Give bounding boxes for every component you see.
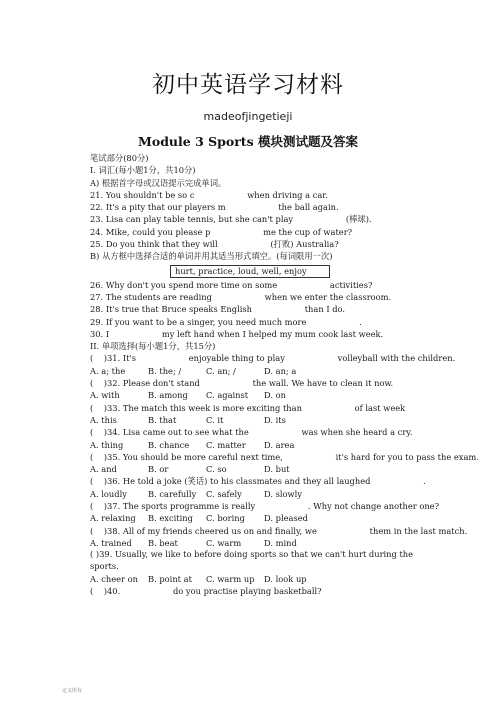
question-37-stem: ( )37. The sports programme is really . Why not change another one?: [90, 501, 440, 512]
option: A. cheer on: [90, 574, 139, 584]
option: A. with: [90, 390, 120, 401]
module-title: Module 3 Sports 模块测试题及答案: [138, 134, 358, 149]
page-footer: 定义所有: [62, 688, 83, 694]
option: A. a; the: [90, 365, 126, 376]
question-37-options: [90, 512, 420, 524]
question-23: 23. Lisa can play table tennis, but she can't play (棒球).: [90, 214, 372, 225]
written-section-heading: 笔试部分(80分): [90, 153, 149, 163]
option: D. on: [264, 390, 286, 401]
option: B. or: [148, 464, 169, 475]
part1-heading: I. 词汇(每小题1分，共10分): [90, 165, 196, 176]
question-30: 30. I my left hand when I helped my mum cook last week.: [90, 328, 384, 339]
question-38-options: [90, 537, 420, 549]
question-33-stem: ( )33. The match this week is more exciting than of last week: [90, 402, 406, 413]
question-24: 24. Mike, could you please p me the cup of water?: [90, 226, 353, 237]
question-32-stem: ( )32. Please don't stand the wall. We have to clean it now.: [90, 378, 394, 389]
option: B. exciting: [148, 513, 193, 524]
option: D. mind: [264, 537, 297, 548]
option: B. among: [148, 390, 188, 401]
option: D. but: [264, 464, 290, 475]
option: C. against: [206, 390, 249, 401]
option: D. slowly: [264, 488, 302, 499]
question-36-stem: ( )36. He told a joke (笑话) to his classmates and they all laughed .: [90, 476, 426, 487]
question-32-options: [90, 389, 420, 401]
option: C. safely: [206, 488, 242, 499]
question-28: 28. It's true that Bruce speaks English than I do.: [90, 304, 346, 315]
word-box-row: [90, 263, 420, 279]
page-title: 初中英语学习材料: [152, 72, 344, 98]
question-33-options: [90, 414, 420, 426]
part2-heading: II. 单项选择(每小题1分，共15分): [90, 341, 216, 352]
option: A. trained: [90, 537, 132, 548]
option: A. loudly: [90, 488, 127, 499]
option: A. relaxing: [90, 513, 136, 524]
option: C. warm: [206, 537, 242, 548]
option: B. beat: [148, 537, 178, 548]
option: A. thing: [90, 439, 124, 450]
option: A. this: [90, 414, 117, 425]
option: D. pleased: [264, 513, 308, 524]
option: D. look up: [264, 574, 307, 584]
author-line: madeofjingetieji: [203, 110, 293, 123]
question-21: 21. You shouldn't be so c when driving a car.: [90, 189, 328, 200]
question-35-options: [90, 463, 420, 475]
question-31-stem: ( )31. It's enjoyable thing to play volleyball with the children.: [90, 353, 456, 364]
option: B. chance: [148, 439, 190, 450]
word-box: hurt, practice, loud, well, enjoy: [170, 265, 330, 278]
option: C. it: [206, 414, 224, 425]
question-22: 22. It's a pity that our players m the ball again.: [90, 202, 339, 213]
question-31-options: [90, 365, 420, 377]
question-36-options: [90, 488, 420, 500]
question-35-stem: ( )35. You should be more careful next time, it's hard for you to pass the exam.: [90, 451, 479, 462]
question-39-options: [90, 573, 420, 585]
option: C. so: [206, 464, 227, 475]
option: B. that: [148, 414, 177, 425]
question-27: 27. The students are reading when we enter the classroom.: [90, 291, 392, 302]
option: C. warm up: [206, 574, 255, 584]
option: B. point at: [148, 574, 192, 584]
question-26: 26. Why don't you spend more time on some activities?: [90, 279, 373, 290]
question-40-stem: ( )40. do you practise playing basketball?: [90, 586, 322, 597]
part1-sub-a: A) 根据首字母或汉语提示完成单词。: [90, 177, 227, 188]
option: C. an; /: [206, 365, 236, 376]
question-38-stem: ( )38. All of my friends cheered us on and finally, we them in the last match.: [90, 525, 468, 536]
option: D. its: [264, 414, 286, 425]
question-25: 25. Do you think that they will (打败) Australia?: [90, 239, 339, 250]
option: C. boring: [206, 513, 245, 524]
option: B. carefully: [148, 488, 197, 499]
option: D. an; a: [264, 365, 297, 376]
question-34-stem: ( )34. Lisa came out to see what the was when she heard a cry.: [90, 427, 413, 438]
question-29: 29. If you want to be a singer, you need much more .: [90, 316, 362, 327]
option: C. matter: [206, 439, 246, 450]
question-39-stem: ( )39. Usually, we like to before doing sports so that we can't hurt during the sports.: [90, 549, 414, 571]
option: B. the; /: [148, 365, 182, 376]
worksheet-content: [90, 152, 479, 598]
part1-sub-b: B) 从方框中选择合适的单词并用其适当形式填空。(每词限用一次): [90, 251, 333, 262]
option: D. area: [264, 439, 295, 450]
question-34-options: [90, 439, 420, 451]
option: A. and: [90, 464, 117, 475]
